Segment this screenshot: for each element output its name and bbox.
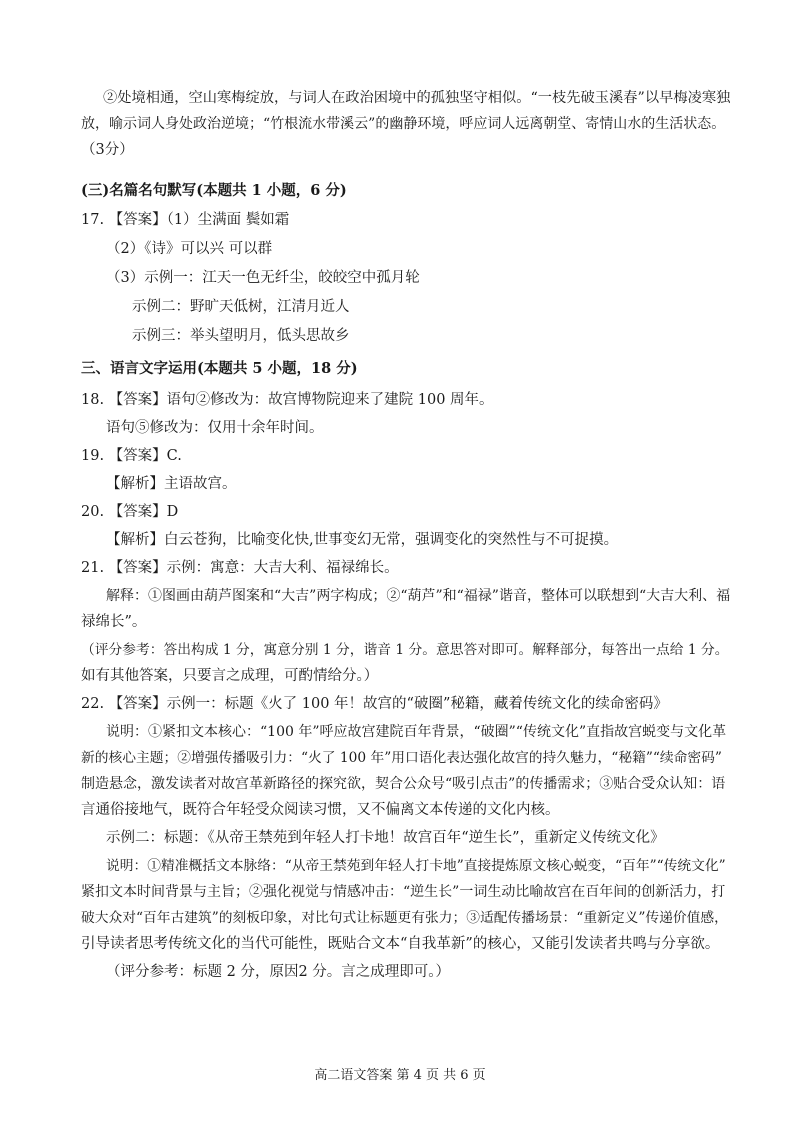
- q22-ex1-note-line-3: 制造悬念，激发读者对故宫革新路径的探究欲，契合公众号“吸引点击”的传播需求；③贴合受众认知：语: [81, 776, 726, 792]
- q21-scoring-line-1: （评分参考：答出构成 1 分，寓意分别 1 分，谐音 1 分。意思答对即可。解释部分，每答出一点给 1 分。: [81, 642, 729, 658]
- page-footer: 高二语文答案 第 4 页 共 6 页: [314, 1068, 486, 1083]
- q17-example-2: 示例二：野旷天低树，江清月近人: [132, 299, 350, 315]
- q17-answer: 17. 【答案】（1）尘满面 鬓如霜: [81, 212, 290, 228]
- q22-scoring: （评分参考：标题 2 分，原因2 分。言之成理即可。）: [106, 964, 451, 980]
- q19-answer: 19. 【答案】C.: [81, 448, 182, 464]
- q18-answer-line-2: 语句⑤修改为：仅用十余年时间。: [106, 420, 324, 436]
- q22-ex2-note-line-1: 说明：①精准概括文本脉络：“从帝王禁苑到年轻人打卡地”直接提炼原文核心蜕变，“百年”“传统文化”: [106, 858, 726, 874]
- q22-ex2-note-line-2: 紧扣文本时间背景与主旨；②强化视觉与情感冲击：“逆生长”一词生动比喻故宫在百年间的创新活力，打: [81, 884, 726, 900]
- q17-part-2: （2）《诗》可以兴 可以群: [106, 241, 273, 257]
- section-heading-language-use: 三、语言文字运用(本题共 5 小题，18 分): [81, 360, 358, 377]
- section-heading-recitation: (三)名篇名句默写(本题共 1 小题，6 分): [81, 182, 347, 199]
- q22-ex1-note-line-1: 说明：①紧扣文本核心：“100 年”呼应故宫建院百年背景，“破圈”“传统文化”直指故宫蜕变与文化革: [106, 724, 727, 740]
- q22-answer-example-1: 22. 【答案】示例一：标题《火了 100 年！故宫的“破圈”秘籍，藏着传统文化的续命密码》: [81, 696, 668, 712]
- q18-answer: 18. 【答案】语句②修改为：故宫博物院迎来了建院 100 周年。: [81, 392, 494, 408]
- q21-explanation-line-2: 禄绵长”。: [81, 614, 147, 630]
- q17-part-3: （3）示例一：江天一色无纤尘，皎皎空中孤月轮: [106, 270, 420, 286]
- q22-ex2-note-line-4: 引导读者思考传统文化的当代可能性，既贴合文本“自我革新”的核心，又能引发读者共鸣与分享欲。: [81, 936, 720, 952]
- q16-answer-line-2: 放，喻示词人身处政治逆境；“竹根流水带溪云”的幽静环境，呼应词人远离朝堂、寄情山水的生活状态。: [81, 116, 726, 132]
- q19-analysis: 【解析】主语故宫。: [106, 476, 237, 492]
- q16-score-note: （3分）: [81, 142, 134, 158]
- q21-scoring-line-2: 如有其他答案，只要言之成理，可酌情给分。）: [81, 668, 379, 684]
- q20-analysis: 【解析】白云苍狗，比喻变化快,世事变幻无常，强调变化的突然性与不可捉摸。: [106, 532, 619, 548]
- q20-answer: 20. 【答案】D: [81, 504, 179, 520]
- q22-ex1-note-line-2: 新的核心主题；②增强传播吸引力：“火了 100 年”用口语化表达强化故宫的持久魅力，“秘籍”“续命密码”: [81, 750, 722, 766]
- q22-ex2-note-line-3: 破大众对“百年古建筑”的刻板印象，对比句式让标题更有张力；③适配传播场景：“重新定义”传递价值感，: [81, 910, 728, 926]
- q17-example-3: 示例三：举头望明月，低头思故乡: [132, 328, 350, 344]
- q21-explanation-line-1: 解释：①图画由葫芦图案和“大吉”两字构成；②“葫芦”和“福禄”谐音，整体可以联想到“大吉大利、福: [106, 588, 731, 604]
- q16-answer-line-1: ②处境相通，空山寒梅绽放，与词人在政治困境中的孤独坚守相似。“一枝先破玉溪春”以早梅凌寒独: [103, 90, 731, 106]
- q21-answer: 21. 【答案】示例：寓意：大吉大利、福禄绵长。: [81, 560, 399, 576]
- q22-ex1-note-line-4: 言通俗接地气，既符合年轻受众阅读习惯，又不偏离文本传递的文化内核。: [81, 802, 560, 818]
- q22-answer-example-2: 示例二：标题：《从帝王禁苑到年轻人打卡地！故宫百年“逆生长”，重新定义传统文化》: [106, 830, 665, 846]
